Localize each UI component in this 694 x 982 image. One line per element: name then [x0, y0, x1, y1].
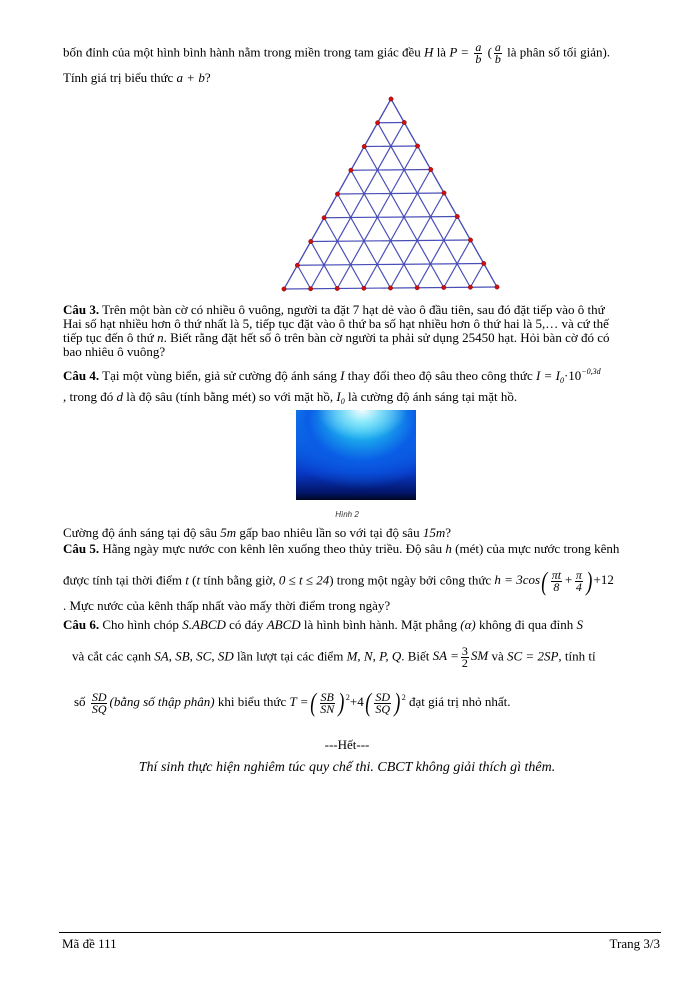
decimal-note: (bằng số thập phân): [109, 694, 215, 709]
interior-point: [349, 263, 352, 266]
figure-caption: Hình 2: [335, 510, 359, 519]
frac-3-2: [461, 646, 469, 669]
var-I0: [336, 389, 344, 404]
interior-point: [336, 240, 339, 243]
points: M, N, P, Q: [346, 648, 402, 664]
q3-line-1: [63, 302, 661, 317]
q6-text: . Biết: [401, 648, 430, 664]
formula-sub: 0: [559, 376, 564, 385]
q4-line-2: [63, 389, 517, 409]
grid-line-diagonal: [470, 264, 483, 288]
q4-formula: [536, 368, 601, 383]
boundary-point: [442, 191, 446, 195]
grid-line-diagonal: [351, 170, 417, 288]
vertex-S: S: [576, 617, 583, 632]
formula-b: +12: [593, 572, 614, 588]
q5-line-3: [63, 598, 390, 613]
q5-text: . Mực nước của kênh thấp nhất vào mấy thời điểm trong ngày?: [63, 598, 391, 613]
q3-text: . Biết rằng đặt hết số ô trên bàn cờ người ta phải sử dụng 25450 hạt. Hỏi bàn cờ đó có: [163, 330, 610, 345]
q6-text: là hình bình hành. Mặt phẳng: [303, 617, 457, 632]
var-t: t: [196, 572, 201, 588]
q6-line-1: [63, 617, 583, 632]
interior-point: [349, 216, 352, 219]
t-range: 0 ≤ t ≤ 24: [278, 572, 330, 588]
paren: (: [487, 44, 492, 60]
frac-num: SD: [91, 689, 107, 704]
frac-den: b: [475, 52, 482, 66]
plus: +: [564, 572, 573, 588]
pyramid-name: S.ABCD: [182, 617, 226, 632]
grid-line-diagonal: [364, 170, 431, 289]
formula-P: P =: [449, 44, 470, 60]
cond-lhs: SA =: [432, 648, 459, 664]
paren-right: ): [338, 688, 345, 718]
paren-right: ): [394, 688, 401, 718]
boundary-point: [308, 287, 312, 291]
formula-a: h = 3cos: [494, 572, 541, 588]
paren-left: (: [309, 688, 316, 718]
q6-text: , tính tỉ: [558, 648, 596, 664]
frac-SD-SQ: [374, 689, 391, 716]
q5-formula: [494, 566, 614, 596]
grid-line-horizontal: [351, 170, 431, 171]
interior-point: [429, 263, 432, 266]
q4-text: Cường độ ánh sáng tại độ sâu: [63, 525, 218, 540]
q5-text: Hằng ngày mực nước con kênh lên xuống theo thủy triều. Độ sâu: [102, 541, 443, 556]
q6-line-3: [74, 688, 511, 718]
frac-num: a: [494, 40, 501, 54]
interior-point: [389, 239, 392, 242]
frac-num: a: [475, 40, 482, 54]
boundary-point: [389, 97, 393, 101]
intro-text-2: Tính giá trị biểu thức: [63, 70, 174, 85]
boundary-point: [415, 144, 419, 148]
boundary-point: [402, 120, 406, 124]
grid-line-diagonal: [378, 123, 471, 288]
q3-line-2: [63, 316, 661, 331]
qmark: ?: [204, 70, 211, 85]
q3-line-4: [63, 344, 661, 359]
var-H: H: [424, 44, 434, 60]
frac-den: SQ: [91, 701, 107, 716]
q3-line-3: [63, 330, 661, 345]
frac-pi-t-8: [551, 570, 562, 593]
interior-point: [403, 216, 406, 219]
q5-text: ) trong một ngày bởi công thức: [329, 572, 492, 588]
boundary-point: [495, 285, 499, 289]
interior-point: [363, 240, 366, 243]
q6-text: có đáy: [229, 617, 264, 632]
q6-text: lần lượt tại các điểm: [236, 648, 344, 664]
var-d: d: [116, 389, 123, 404]
frac-den: b: [494, 52, 501, 66]
q5-line-1: [63, 541, 619, 556]
plus-4: +4: [349, 694, 364, 709]
interior-point: [390, 145, 393, 148]
frac-num: πt: [551, 568, 562, 582]
triangle-grid-figure: [270, 90, 510, 300]
boundary-point: [415, 286, 419, 290]
formula-exp: −0,3d: [581, 367, 601, 376]
expr-a-plus-b: a + b: [176, 70, 205, 85]
interior-point: [443, 239, 446, 242]
fraction-note: là phân số tối giản).: [507, 44, 611, 60]
frac-den: SQ: [375, 701, 391, 716]
var-t: t: [185, 572, 189, 588]
q4-text: gấp bao nhiêu lần so với tại độ sâu: [239, 525, 420, 540]
q3-label: Câu 3.: [63, 302, 100, 317]
q6-text: và: [491, 648, 504, 664]
intro-line-1: [63, 42, 610, 65]
boundary-point: [349, 168, 353, 172]
boundary-point: [335, 286, 339, 290]
var-n: n: [157, 330, 164, 345]
q6-text: số: [74, 694, 86, 709]
intro-text: bốn đỉnh của một hình bình hành nằm trong miền trong tam giác đều: [63, 44, 421, 60]
exponent: 2: [345, 693, 350, 702]
ratio-SD-SQ: [91, 689, 108, 716]
interior-point: [376, 216, 379, 219]
q3-text: Trên một bàn cờ có nhiều ô vuông, người ta đặt 7 hạt dẻ vào ô đầu tiên, sau đó đặt tiếp vào ô thứ: [102, 302, 605, 317]
boundary-point: [482, 261, 486, 265]
exponent: 2: [401, 693, 406, 702]
q3-text: bao nhiêu ô vuông?: [63, 344, 166, 359]
q5-line-2: [63, 566, 614, 596]
boundary-point: [442, 285, 446, 289]
q4-text: là cường độ ánh sáng tại mặt hồ.: [347, 389, 518, 404]
frac-SB-SN: [319, 689, 335, 716]
frac-den: 4: [575, 580, 582, 594]
paren-right: ): [586, 566, 593, 596]
interior-point: [403, 263, 406, 266]
depth-5m: 5m: [220, 525, 237, 540]
end-note: Thí sinh thực hiện nghiêm túc quy chế thi. CBCT không giải thích gì thêm.: [138, 760, 556, 775]
var-I: I: [340, 368, 345, 383]
interior-point: [376, 169, 379, 172]
boundary-point: [455, 214, 459, 218]
frac-num: π: [575, 568, 582, 582]
q4-text: thay đổi theo độ sâu theo công thức: [347, 368, 533, 383]
paren: (: [192, 572, 197, 588]
qmark: ?: [445, 525, 451, 540]
q6-text: và cắt các cạnh: [72, 648, 152, 664]
formula-lhs: I = I: [536, 368, 560, 383]
q4-text: , trong đó: [63, 389, 114, 404]
boundary-point: [468, 238, 472, 242]
q3-text: tiếp tục đến ô thứ: [63, 330, 154, 345]
boundary-point: [295, 263, 299, 267]
end-marker: ---Hết---: [324, 737, 370, 752]
interior-point: [363, 192, 366, 195]
interior-point: [376, 263, 379, 266]
frac-num: SD: [375, 689, 391, 704]
footer-divider: [59, 932, 661, 933]
boundary-point: [388, 286, 392, 290]
boundary-point: [468, 285, 472, 289]
frac-den: 8: [553, 580, 560, 594]
interior-point: [389, 192, 392, 195]
frac-den: SN: [320, 701, 335, 716]
boundary-point: [362, 144, 366, 148]
grid-line-diagonal: [297, 265, 310, 289]
q5-label: Câu 5.: [63, 541, 100, 556]
underwater-light-image: [296, 410, 416, 500]
exam-code: Mã đề 111: [62, 936, 117, 951]
q6-text: Cho hình chóp: [102, 617, 179, 632]
T-eq: T =: [289, 694, 309, 709]
interior-point: [416, 239, 419, 242]
sub0: 0: [340, 397, 345, 406]
interior-point: [416, 192, 419, 195]
frac-pi-4: [575, 570, 583, 593]
base-name: ABCD: [266, 617, 301, 632]
q4-line-3: [63, 525, 451, 540]
plane-alpha: (α): [460, 617, 476, 632]
q4-text: Tại một vùng biển, giả sử cường độ ánh sáng: [102, 368, 337, 383]
paren-left: (: [365, 688, 372, 718]
intro-line-2: [63, 70, 211, 85]
q5-text: (mét) của mực nước trong kênh: [455, 541, 620, 556]
q4-text: là độ sâu (tính bằng mét) so với mặt hồ,: [126, 389, 334, 404]
q6-label: Câu 6.: [63, 617, 100, 632]
I: I: [336, 389, 341, 404]
q6-text: không đi qua đỉnh: [478, 617, 574, 632]
text-la: là: [436, 44, 447, 60]
frac-num: SB: [320, 689, 334, 704]
edges: SA, SB, SC, SD: [154, 648, 234, 664]
interior-point: [403, 168, 406, 171]
q4-label: Câu 4.: [63, 368, 100, 383]
interior-point: [429, 215, 432, 218]
interior-point: [323, 264, 326, 267]
interior-point: [456, 262, 459, 265]
q3-text: Hai số hạt nhiều hơn ô thứ nhất là 5, tiếp tục đặt vào ô thứ ba số hạt nhiều hơn ô thứ hai là 5,… và cứ thế: [63, 316, 609, 331]
boundary-point: [429, 167, 433, 171]
formula-mid: ·10: [563, 368, 582, 383]
T-formula: [289, 688, 406, 718]
q6-text: khi biểu thức: [217, 694, 287, 709]
q4-line-1: [63, 364, 601, 388]
boundary-point: [335, 192, 339, 196]
frac-num: 3: [461, 644, 468, 658]
var-h: h: [445, 541, 452, 556]
boundary-point: [362, 286, 366, 290]
boundary-point: [322, 216, 326, 220]
depth-15m: 15m: [422, 525, 446, 540]
condition-2: SC = 2SP: [507, 648, 559, 664]
fraction-a-over-b: [474, 42, 482, 65]
grid-line-horizontal: [324, 217, 457, 218]
q6-text: đạt giá trị nhỏ nhất.: [409, 694, 511, 709]
cond-rhs: SM: [470, 648, 489, 664]
boundary-point: [375, 121, 379, 125]
boundary-point: [282, 287, 286, 291]
fraction-a-over-b-2: [494, 42, 502, 65]
page-number: Trang 3/3: [609, 936, 660, 951]
paren-left: (: [541, 566, 548, 596]
q5-text: được tính tại thời điểm: [63, 572, 182, 588]
q6-line-2: [72, 646, 596, 669]
boundary-point: [309, 239, 313, 243]
condition-1: [432, 644, 489, 670]
q5-text: tính bằng giờ,: [203, 572, 276, 588]
frac-den: 2: [461, 656, 468, 670]
